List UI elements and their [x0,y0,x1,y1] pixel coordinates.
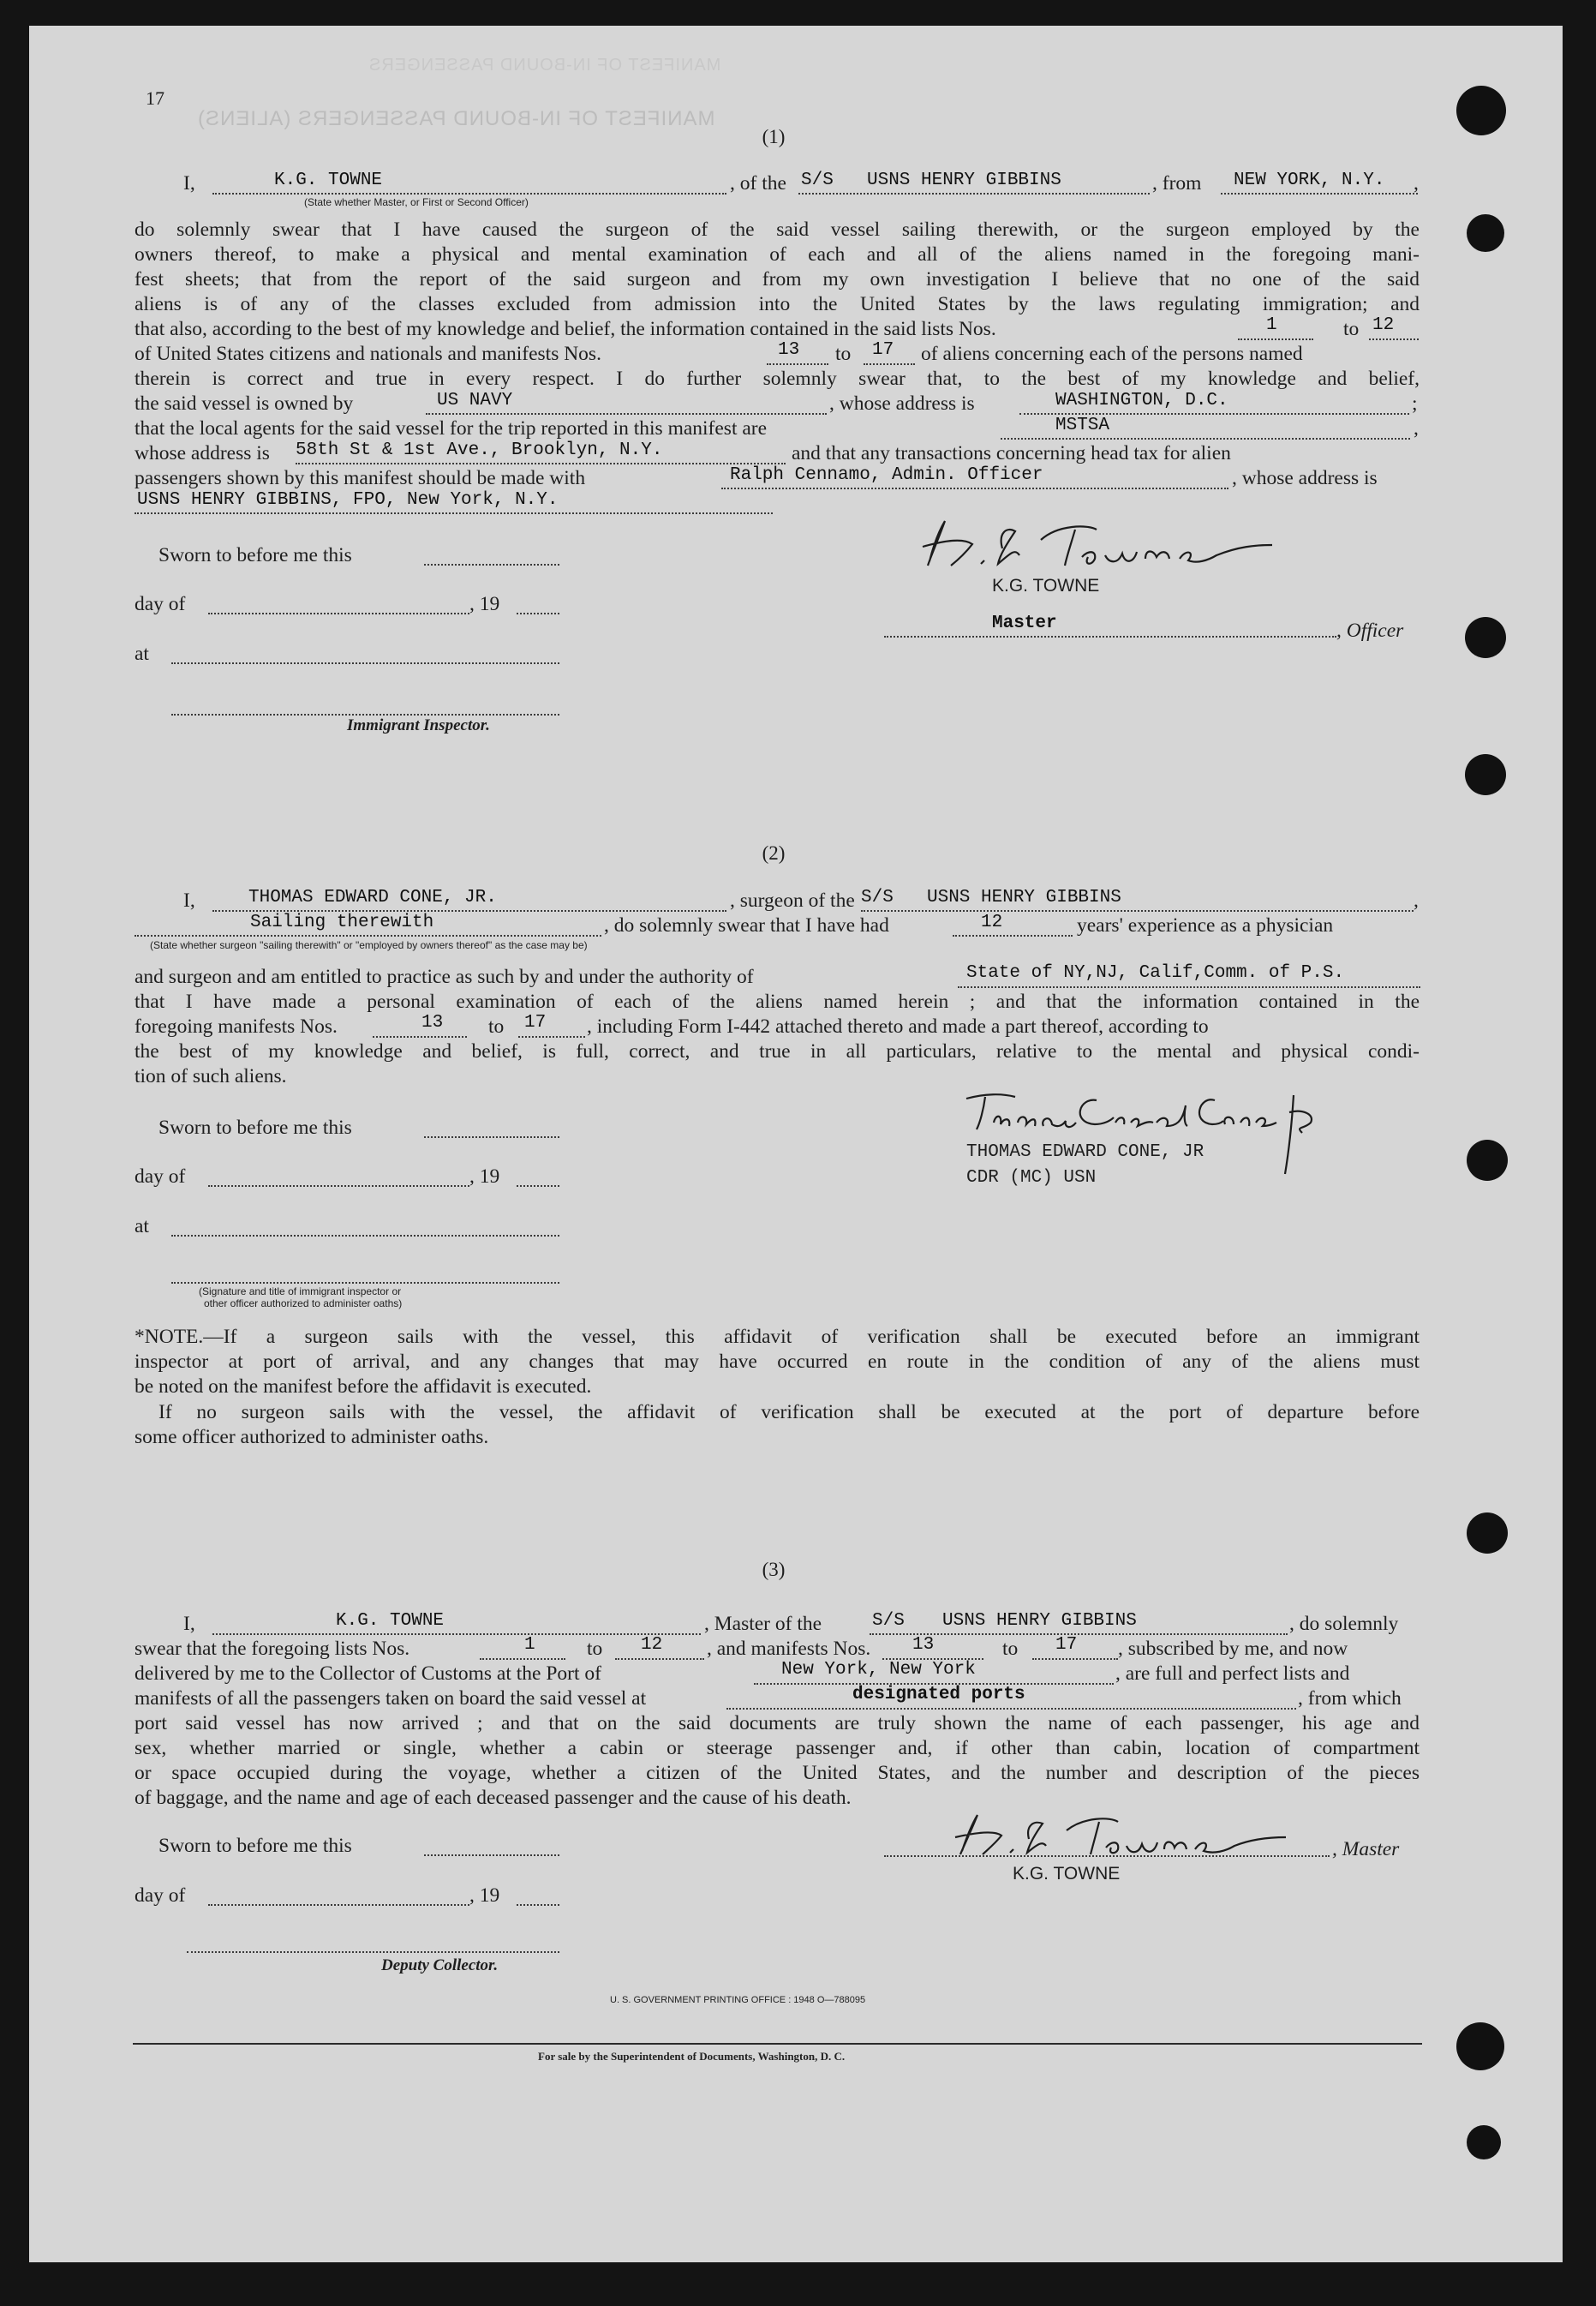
signature-caption: (Signature and title of immigrant inspector or [199,1285,402,1297]
officer-title-field: Master [992,614,1057,633]
signature-k-g-towne [947,1810,1306,1861]
years-experience-field: 12 [981,913,1003,932]
manifests-to-field: 17 [872,340,894,360]
vessel-name-field: USNS HENRY GIBBINS [927,888,1121,907]
customs-port-field: New York, New York [781,1660,976,1680]
header-bleed-through: MANIFEST OF IN-BOUND PASSENGERS [368,56,721,75]
punch-hole [1467,1512,1508,1554]
footer-text: For sale by the Superintendent of Documents, Washington, D. C. [538,2050,846,2063]
officer-caption: (State whether Master, or First or Second Officer) [304,196,529,208]
punch-hole [1467,1140,1508,1181]
immigrant-inspector-label: Immigrant Inspector. [347,716,490,734]
authority-field: State of NY,NJ, Calif,Comm. of P.S. [966,963,1345,983]
departure-port-field: NEW YORK, N.Y. [1234,171,1385,190]
surgeon-name-field: THOMAS EDWARD CONE, JR. [248,888,497,907]
master-name-field: K.G. TOWNE [336,1611,445,1631]
sailing-status-field: Sailing therewith [250,913,434,932]
agents-address-field: 58th St & 1st Ave., Brooklyn, N.Y. [296,440,663,460]
owner-field: US NAVY [437,391,513,410]
footer-rule [133,2043,1422,2045]
manifests-from-field: 13 [778,340,800,360]
vessel-prefix: S/S [861,888,894,907]
surgeon-rank: CDR (MC) USN [966,1168,1097,1188]
printing-office-line: U. S. GOVERNMENT PRINTING OFFICE : 1948 O—788095 [610,1995,866,2005]
note-text: *NOTE.—If a surgeon sails with the vessel, this affidavit of verification shall be executed before an immigrant [134,1326,1420,1348]
headtax-address-field: USNS HENRY GIBBINS, FPO, New York, N.Y. [137,490,559,510]
manifests-from-field: 13 [912,1635,935,1655]
headtax-contact-field: Ralph Cennamo, Admin. Officer [730,465,1043,485]
lists-to-field: 12 [641,1635,663,1655]
lists-from-field: 1 [1266,315,1277,335]
manifests-to-field: 17 [524,1013,547,1033]
lists-from-field: 1 [524,1635,535,1655]
section-number: (1) [762,126,786,147]
punch-hole [1465,617,1506,658]
vessel-name-field: USNS HENRY GIBBINS [867,171,1061,190]
punch-hole [1465,754,1506,795]
owner-address-field: WASHINGTON, D.C. [1055,391,1228,410]
manifests-from-field: 13 [421,1013,444,1033]
header-bleed-through: MANIFEST OF IN-BOUND PASSENGERS (ALIENS) [197,107,715,130]
punch-hole [1467,214,1504,252]
signature-caption: other officer authorized to administer oaths) [204,1297,403,1309]
punch-hole [1467,2125,1501,2159]
signature-k-g-towne [912,514,1306,574]
deputy-collector-label: Deputy Collector. [381,1956,499,1974]
punch-hole [1456,2022,1504,2070]
master-printed-name: K.G. TOWNE [1013,1864,1121,1884]
sailing-caption: (State whether surgeon "sailing therewith" or "employed by owners thereof" as the case may be) [150,939,588,951]
section-number: (2) [762,842,786,864]
embark-ports-field: designated ports [852,1685,1025,1704]
signer-name: K.G. TOWNE [992,576,1100,596]
agents-field: MSTSA [1055,416,1110,435]
corner-number: 17 [146,87,164,109]
vessel-prefix: S/S [872,1611,905,1631]
surgeon-printed-name: THOMAS EDWARD CONE, JR [966,1142,1204,1162]
lists-to-field: 12 [1372,315,1395,335]
vessel-name-field: USNS HENRY GIBBINS [942,1611,1137,1631]
manifests-to-field: 17 [1055,1635,1078,1655]
vessel-prefix: S/S [801,171,834,190]
officer-name-field: K.G. TOWNE [274,171,383,190]
section-number: (3) [762,1559,786,1580]
